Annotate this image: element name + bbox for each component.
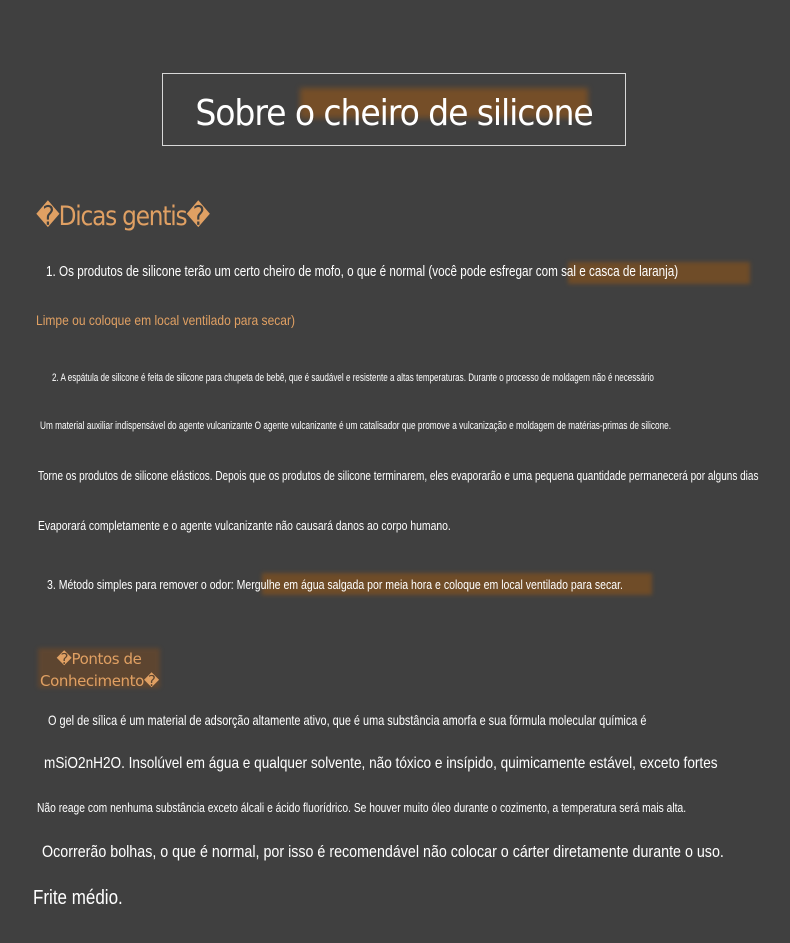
tip-item-1-continued: Limpe ou coloque em local ventilado para secar) (36, 312, 296, 328)
knowledge-line-3: Não reage com nenhuma substância exceto álcali e ácido fluorídrico. Se houver muito óleo durante o cozimento, a temperatura será mais alta. (37, 800, 687, 815)
tip-item-1: 1. Os produtos de silicone terão um certo cheiro de mofo, o que é normal (você pode esfregar com sal e casca de laranja) (46, 263, 679, 280)
knowledge-heading-line-2: Conhecimento� (40, 672, 159, 690)
knowledge-heading-line-1: �Pontos de (56, 650, 142, 668)
knowledge-line-4: Ocorrerão bolhas, o que é normal, por isso é recomendável não colocar o cárter diretamente durante o uso. (42, 842, 724, 861)
tip-item-2-line-3: Torne os produtos de silicone elásticos. Depois que os produtos de silicone terminarem, eles evaporarão e uma pequena quantidade permanecerá por alguns dias (38, 469, 759, 483)
knowledge-heading (40, 648, 158, 692)
tip-item-3: 3. Método simples para remover o odor: Mergulhe em água salgada por meia hora e coloque em local ventilado para secar. (47, 577, 623, 592)
tip-item-2-line-4: Evaporará completamente e o agente vulcanizante não causará danos ao corpo humano. (38, 518, 451, 533)
knowledge-line-5: Frite médio. (33, 887, 123, 909)
tips-heading: �Dicas gentis� (36, 201, 209, 232)
tip-item-2: 2. A espátula de silicone é feita de silicone para chupeta de bebê, que é saudável e resistente a altas temperaturas. Durante o processo de moldagem não é necessário (52, 372, 654, 384)
page-title: Sobre o cheiro de silicone (195, 93, 593, 134)
knowledge-line-2: mSiO2nH2O. Insolúvel em água e qualquer solvente, não tóxico e insípido, quimicamente estável, exceto fortes (44, 755, 718, 772)
knowledge-line-1: O gel de sílica é um material de adsorção altamente ativo, que é uma substância amorfa e sua fórmula molecular química é (48, 712, 647, 728)
tip-item-2-line-2: Um material auxiliar indispensável do agente vulcanizante O agente vulcanizante é um catalisador que promove a vulcanização e moldagem de matérias-primas de silicone. (40, 420, 672, 432)
